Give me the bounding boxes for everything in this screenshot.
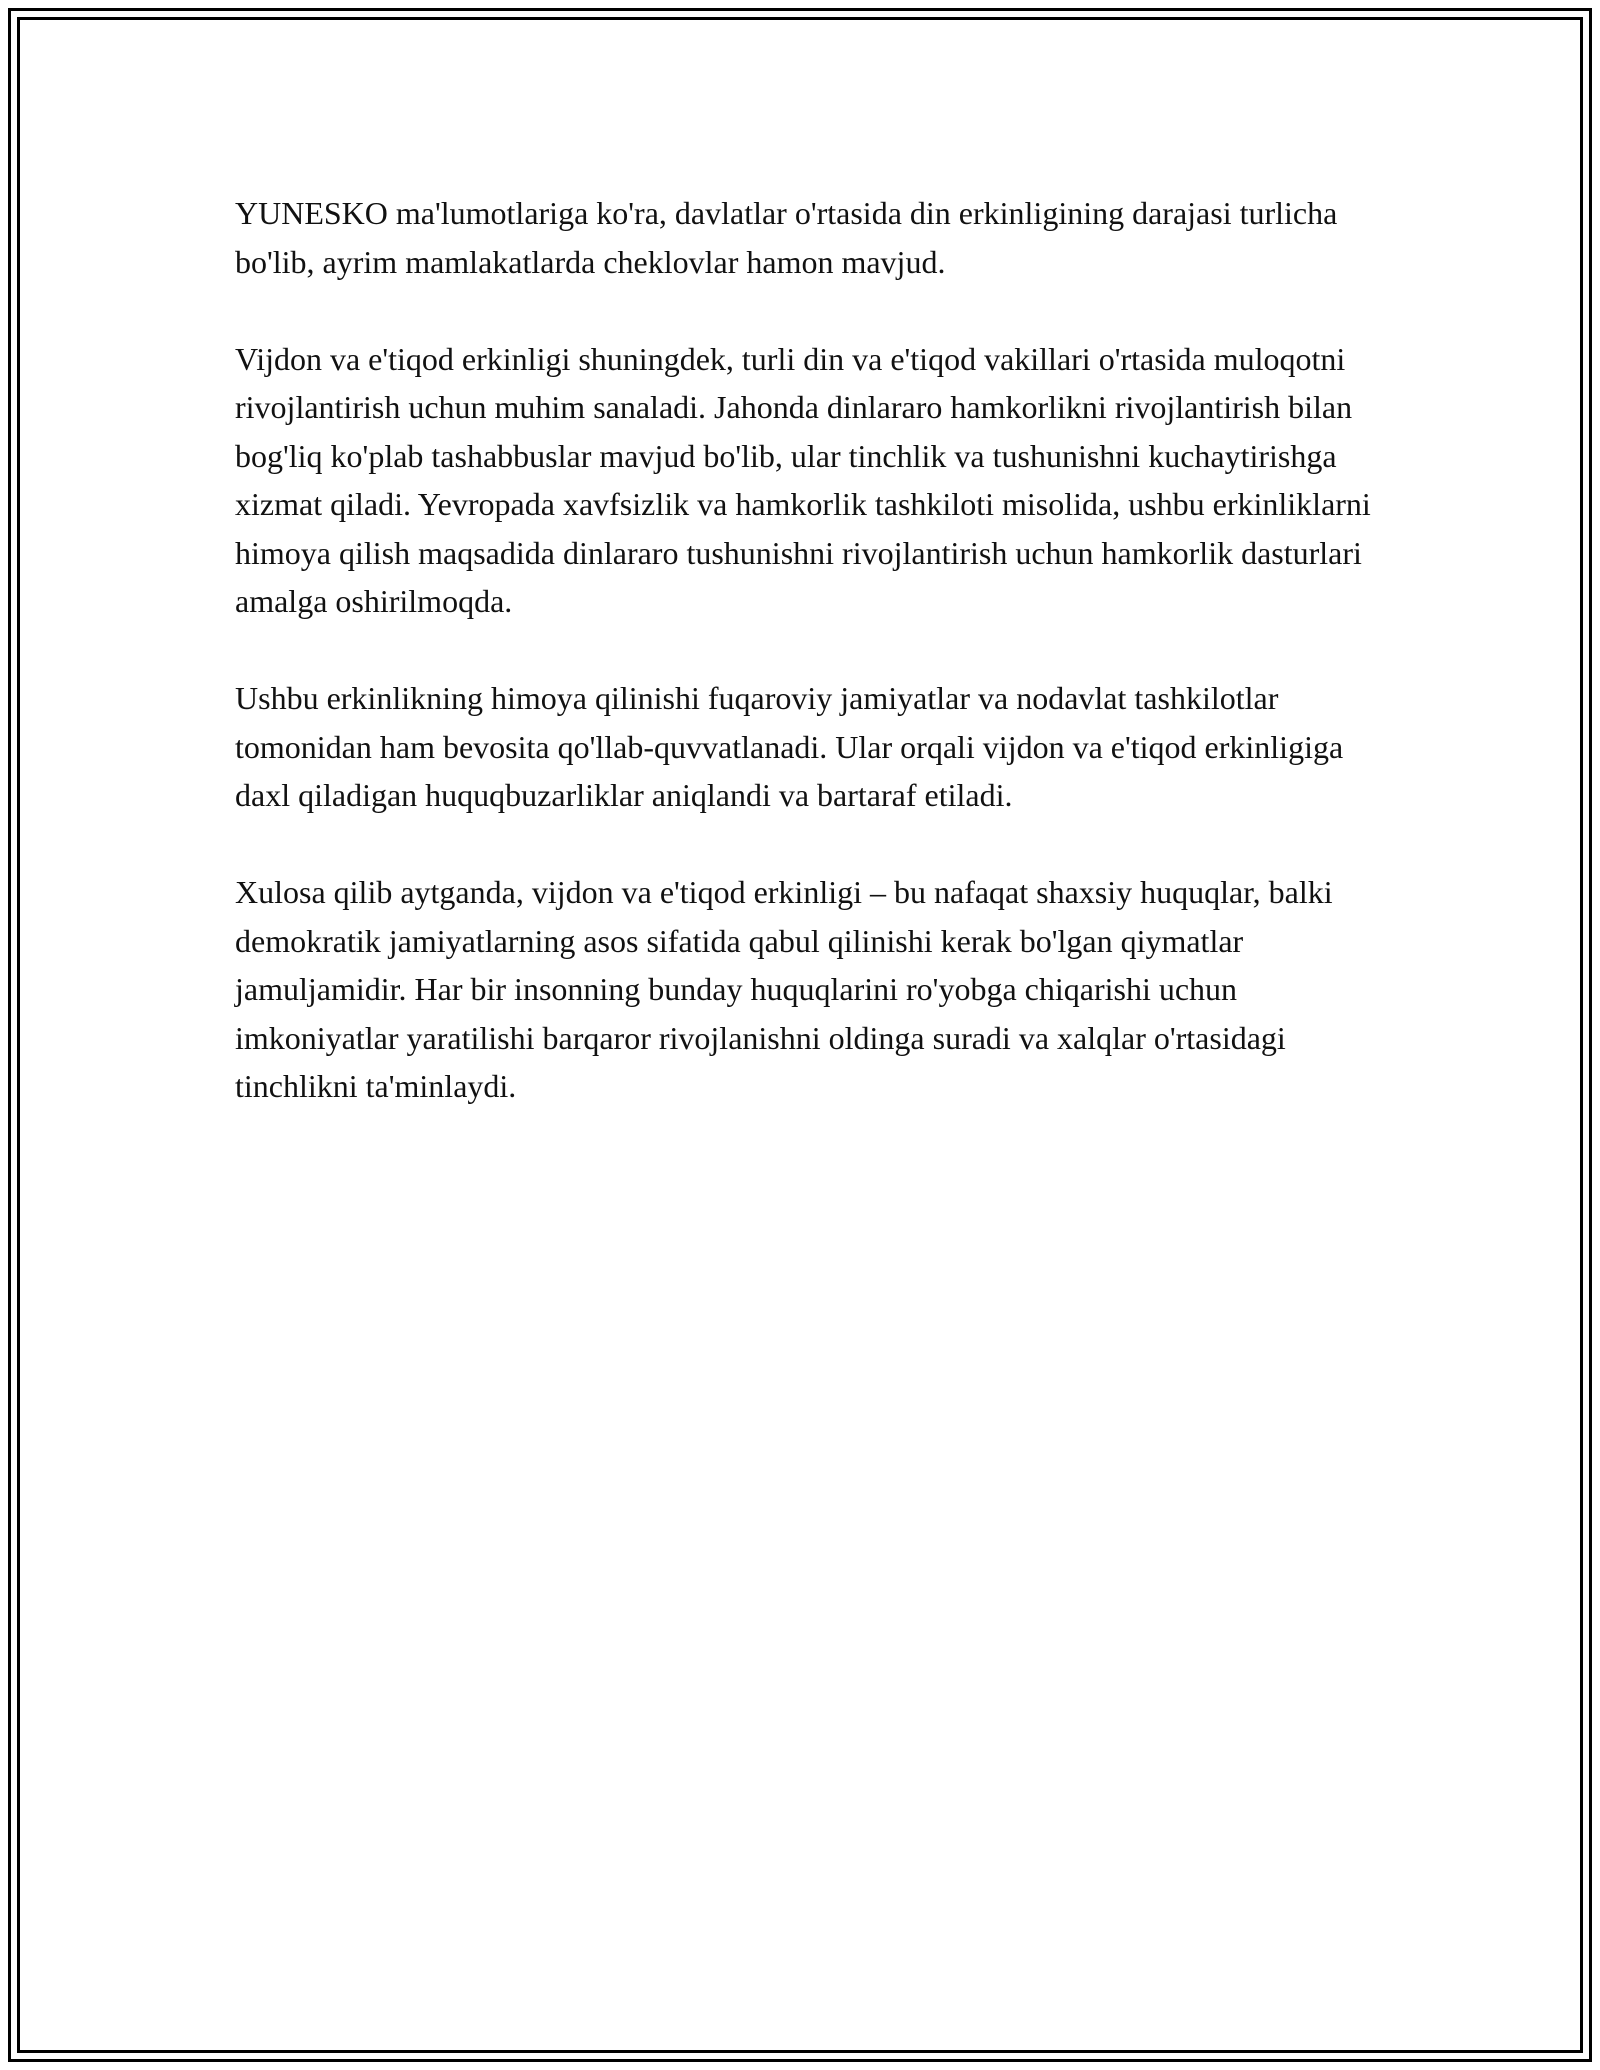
document-body xyxy=(235,189,1375,1159)
paragraph-2: Vijdon va e'tiqod erkinligi shuningdek, turli din va e'tiqod vakillari o'rtasida muloqotni rivojlantirish uchun muhim sanaladi. Jahonda dinlararo hamkorlikni rivojlantirish bilan bog'liq ko'plab tashabbuslar mavjud bo'lib, ular tinchlik va tushunishni kuchaytirishga xizmat qiladi. Yevropada xavfsizlik va hamkorlik tashkiloti misolida, ushbu erkinliklarni himoya qilish maqsadida dinlararo tushunishni rivojlantirish uchun hamkorlik dasturlari amalga oshirilmoqda. xyxy=(235,340,1371,619)
paragraph-4: Xulosa qilib aytganda, vijdon va e'tiqod erkinligi – bu nafaqat shaxsiy huquqlar, balki demokratik jamiyatlarning asos sifatida qabul qilinishi kerak bo'lgan qiymatlar jamuljamidir. Har bir insonning bunday huquqlarini ro'yobga chiqarishi uchun imkoniyatlar yaratilishi barqaror rivojlanishni oldinga suradi va xalqlar o'rtasidagi tinchlikni ta'minlaydi. xyxy=(235,874,1333,1104)
paragraph-1: YUNESKO ma'lumotlariga ko'ra, davlatlar o'rtasida din erkinligining darajasi turlicha bo'lib, ayrim mamlakatlarda cheklovlar hamon mavjud. xyxy=(235,195,1338,280)
paragraph-3: Ushbu erkinlikning himoya qilinishi fuqaroviy jamiyatlar va nodavlat tashkilotlar tomonidan ham bevosita qo'llab-quvvatlanadi. Ular orqali vijdon va e'tiqod erkinligiga daxl qiladigan huquqbuzarliklar aniqlandi va bartaraf etiladi. xyxy=(235,680,1344,813)
